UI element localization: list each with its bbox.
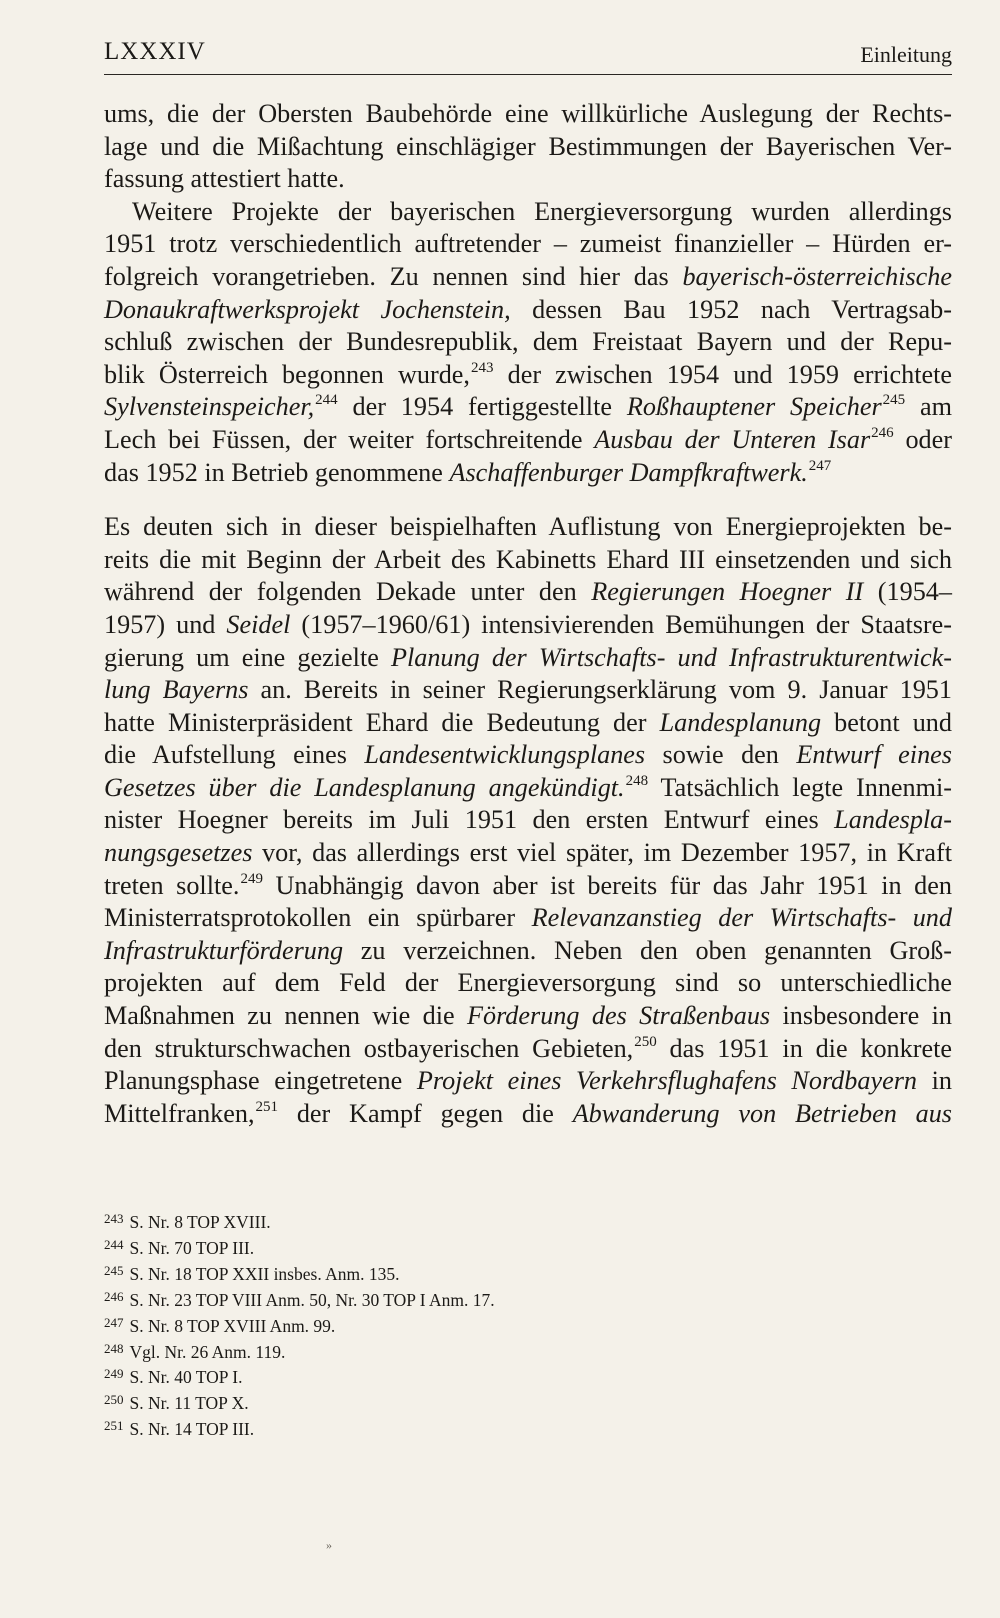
text-line: den strukturschwachen ostbayerischen Gebieten,$^{250}$ das 1951 in die konkrete bbox=[104, 1033, 952, 1063]
text-line: Donaukraftwerksprojekt Jochenstein, dessen Bau 1952 nach Vertragsab- bbox=[104, 294, 952, 324]
text-line: Planungsphase eingetretene Projekt eines Verkehrsflughafens Nordbayern in bbox=[104, 1066, 952, 1096]
emphasis: Gesetzes über die Landesplanung angekündigt. bbox=[104, 772, 625, 802]
text-line: lung Bayerns an. Bereits in seiner Regierungserklärung vom 9. Januar 1951 bbox=[104, 675, 952, 705]
emphasis: Infrastrukturförderung bbox=[104, 935, 344, 965]
text-line: Es deuten sich in dieser beispielhaften Auflistung von Energieprojekten be- bbox=[104, 512, 952, 542]
footnote-text: S. Nr. 40 TOP I. bbox=[129, 1367, 243, 1388]
text-line: Lech bei Füssen, der weiter fortschreitende Ausbau der Unteren Isar$^{246}$ oder bbox=[104, 424, 952, 454]
footnote-number: 250 bbox=[104, 1392, 124, 1408]
text-line: Sylvensteinspeicher,$^{244}$ der 1954 fertiggestellte Roßhauptener Speicher$^{245}$ am bbox=[104, 392, 953, 422]
footnote-number: 246 bbox=[104, 1288, 124, 1304]
footnote bbox=[104, 1208, 704, 1234]
footnote-ref[interactable]: 243 bbox=[470, 359, 494, 376]
text-line: nister Hoegner bereits im Juli 1951 den ersten Entwurf eines Landespla- bbox=[104, 805, 952, 835]
footnote-text: S. Nr. 8 TOP XVIII. bbox=[129, 1212, 271, 1232]
emphasis: Landesplanung bbox=[659, 707, 822, 737]
text-line: die Aufstellung eines Landesentwicklungsplanes sowie den Entwurf eines bbox=[104, 740, 952, 770]
text-line: das 1952 in Betrieb genommene Aschaffenburger Dampfkraftwerk.$^{247}$ bbox=[104, 457, 832, 487]
text-line: treten sollte.$^{249}$ Unabhängig davon aber ist bereits für das Jahr 1951 in den bbox=[104, 870, 952, 900]
footnote-number: 249 bbox=[104, 1366, 124, 1382]
emphasis: Relevanzanstieg der Wirtschafts- und bbox=[531, 903, 952, 933]
footnote bbox=[104, 1234, 704, 1260]
footnote bbox=[104, 1338, 704, 1364]
section-title: Einleitung bbox=[860, 42, 952, 67]
text-line: nungsgesetzes vor, das allerdings erst viel später, im Dezember 1957, in Kraft bbox=[104, 838, 952, 868]
emphasis: Seidel bbox=[226, 609, 291, 639]
emphasis: Projekt eines Verkehrsflughafens Nordbayern bbox=[416, 1066, 917, 1096]
footnote bbox=[104, 1260, 704, 1286]
footnote-ref[interactable]: 249 bbox=[240, 870, 263, 887]
footnote-ref[interactable]: 246 bbox=[871, 424, 894, 441]
text-line: Weitere Projekte der bayerischen Energieversorgung wurden allerdings bbox=[132, 196, 952, 226]
emphasis: Landespla- bbox=[834, 805, 952, 835]
text-line: Infrastrukturförderung zu verzeichnen. Neben den oben genannten Groß- bbox=[104, 935, 952, 965]
footnote-text: S. Nr. 18 TOP XXII insbes. Anm. 135. bbox=[129, 1263, 400, 1284]
emphasis: Entwurf eines bbox=[796, 740, 952, 770]
emphasis: Planung der Wirtschafts- und Infrastrukturentwick- bbox=[390, 642, 952, 672]
page-number: LXXXIV bbox=[104, 38, 206, 65]
paragraph-2 bbox=[104, 196, 952, 489]
emphasis: Roßhauptener Speicher bbox=[626, 392, 882, 422]
emphasis: lung Bayerns bbox=[104, 675, 249, 705]
main-text bbox=[104, 98, 952, 1130]
running-header bbox=[104, 34, 952, 75]
text-line: Ministerratsprotokollen ein spürbarer Relevanzanstieg der Wirtschafts- und bbox=[104, 903, 952, 933]
footnote-number: 245 bbox=[104, 1262, 124, 1278]
text-line: gierung um eine gezielte Planung der Wirtschafts- und Infrastrukturentwick- bbox=[104, 642, 952, 672]
text-line: ums, die der Obersten Baubehörde eine willkürliche Auslegung der Rechts- bbox=[104, 99, 952, 128]
footnote bbox=[104, 1389, 704, 1415]
footnote-ref[interactable]: 245 bbox=[882, 392, 906, 409]
text-line: Maßnahmen zu nennen wie die Förderung des Straßenbaus insbesondere in bbox=[104, 1001, 952, 1031]
footnote-text: Vgl. Nr. 26 Anm. 119. bbox=[129, 1341, 286, 1362]
emphasis: Ausbau der Unteren Isar bbox=[594, 424, 871, 454]
footnote-ref[interactable]: 247 bbox=[808, 457, 832, 474]
footnote-ref[interactable]: 251 bbox=[255, 1098, 279, 1115]
footnote-text: S. Nr. 70 TOP III. bbox=[129, 1237, 255, 1258]
paragraph-1 bbox=[104, 98, 952, 196]
emphasis: Regierungen Hoegner II bbox=[591, 577, 864, 607]
footnote-number: 248 bbox=[104, 1340, 124, 1356]
footnote-ref[interactable]: 250 bbox=[634, 1033, 657, 1050]
text-line: 1951 trotz verschiedentlich auftretender – zumeist finanzieller – Hürden er- bbox=[104, 229, 952, 259]
text-line: projekten auf dem Feld der Energieversorgung sind so unterschiedliche bbox=[104, 968, 952, 998]
text-line: 1957) und Seidel (1957–1960/61) intensivierenden Bemühungen der Staatsre- bbox=[104, 609, 952, 639]
text-line: blik Österreich begonnen wurde,$^{243}$ der zwischen 1954 und 1959 errichtete bbox=[104, 359, 952, 389]
print-mark: » bbox=[326, 1538, 332, 1552]
emphasis: Donaukraftwerksprojekt Jochenstein, bbox=[104, 294, 511, 324]
text-line: lage und die Mißachtung einschlägiger Bestimmungen der Bayerischen Ver- bbox=[104, 131, 952, 161]
footnotes bbox=[104, 1208, 704, 1441]
footnote-ref[interactable]: 244 bbox=[315, 392, 338, 409]
text-line: hatte Ministerpräsident Ehard die Bedeutung der Landesplanung betont und bbox=[104, 707, 952, 737]
text-line: während der folgenden Dekade unter den Regierungen Hoegner II (1954– bbox=[104, 577, 952, 607]
text-line: Gesetzes über die Landesplanung angekündigt.$^{248}$ Tatsächlich legte Innenmi- bbox=[104, 772, 952, 802]
footnote-number: 244 bbox=[104, 1236, 124, 1252]
emphasis: Förderung des Straßenbaus bbox=[467, 1001, 771, 1031]
footnote bbox=[104, 1363, 704, 1389]
footnote-text: S. Nr. 8 TOP XVIII Anm. 99. bbox=[129, 1315, 336, 1336]
emphasis: Landesentwicklungsplanes bbox=[364, 740, 646, 770]
footnote-text: S. Nr. 14 TOP III. bbox=[129, 1419, 255, 1440]
footnote-number: 247 bbox=[104, 1314, 124, 1330]
footnote-number: 251 bbox=[104, 1418, 124, 1434]
footnote bbox=[104, 1415, 704, 1441]
emphasis: Abwanderung von Betrieben aus bbox=[572, 1098, 952, 1128]
text-line: Mittelfranken,$^{251}$ der Kampf gegen die Abwanderung von Betrieben aus bbox=[104, 1098, 952, 1128]
text-line: schluß zwischen der Bundesrepublik, dem Freistaat Bayern und der Repu- bbox=[104, 327, 952, 357]
footnote-text: S. Nr. 11 TOP X. bbox=[129, 1393, 249, 1414]
text-line: fassung attestiert hatte. bbox=[104, 164, 345, 194]
emphasis: Aschaffenburger Dampfkraftwerk. bbox=[449, 457, 808, 487]
footnote bbox=[104, 1286, 704, 1312]
text-line: folgreich vorangetrieben. Zu nennen sind hier das bayerisch-österreichische bbox=[104, 261, 952, 291]
footnote bbox=[104, 1312, 704, 1338]
paragraph-3 bbox=[104, 511, 952, 1130]
emphasis: Sylvensteinspeicher, bbox=[104, 392, 315, 422]
text-line: reits die mit Beginn der Arbeit des Kabinetts Ehard III einsetzenden und sich bbox=[104, 544, 952, 574]
footnote-text: S. Nr. 23 TOP VIII Anm. 50, Nr. 30 TOP I Anm. 17. bbox=[129, 1289, 495, 1310]
footnote-ref[interactable]: 248 bbox=[625, 772, 649, 789]
emphasis: nungsgesetzes bbox=[104, 838, 253, 868]
footnote-number: 243 bbox=[104, 1211, 124, 1226]
emphasis: bayerisch-österreichische bbox=[682, 261, 952, 291]
